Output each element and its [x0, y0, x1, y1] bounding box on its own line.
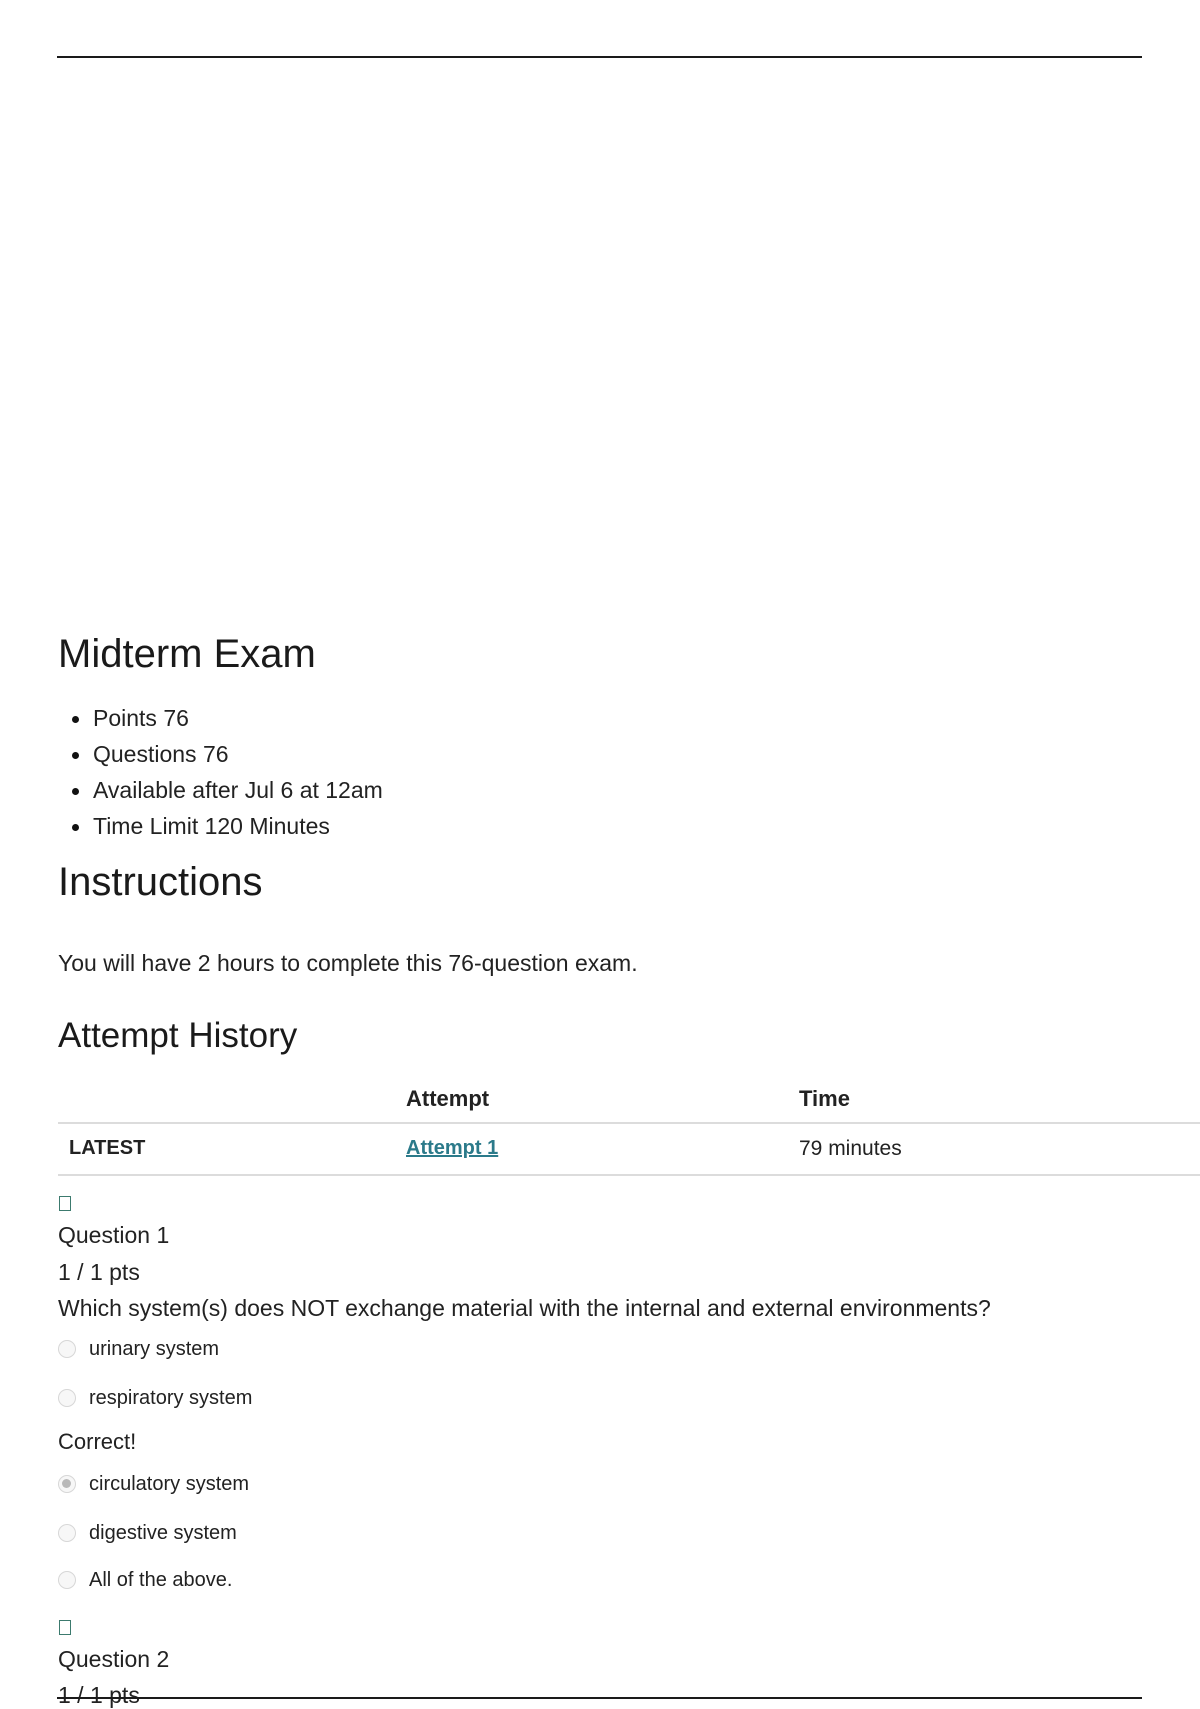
radio-button[interactable] [58, 1389, 76, 1407]
answer-option[interactable] [58, 1386, 252, 1410]
attempt-time: 79 minutes [799, 1137, 902, 1160]
column-header-time: Time [799, 1086, 850, 1111]
answer-option-selected[interactable] [58, 1472, 249, 1496]
top-rule [57, 56, 1142, 58]
latest-label: LATEST [69, 1137, 146, 1159]
answer-option[interactable] [58, 1337, 219, 1361]
correct-answer-label: Correct! [58, 1429, 137, 1454]
question-1-title: Question 1 [58, 1222, 170, 1248]
question-flag-icon[interactable] [59, 1196, 71, 1211]
answer-option-label: circulatory system [89, 1472, 250, 1495]
radio-button[interactable] [58, 1524, 76, 1542]
question-2-points: 1 / 1 pts [58, 1682, 140, 1708]
answer-option[interactable] [58, 1568, 232, 1592]
attempt-link[interactable]: Attempt 1 [406, 1137, 499, 1159]
detail-time-limit: Time Limit 120 Minutes [58, 808, 383, 844]
answer-option-label: urinary system [89, 1337, 220, 1360]
table-row [58, 1124, 1200, 1176]
bottom-rule [57, 1697, 1142, 1699]
question-1-points: 1 / 1 pts [58, 1259, 140, 1285]
radio-button-checked[interactable] [58, 1475, 76, 1493]
answer-option-label: respiratory system [89, 1386, 253, 1409]
attempt-history-heading: Attempt History [58, 1016, 298, 1055]
exam-details-list [58, 700, 383, 844]
column-header-attempt: Attempt [406, 1086, 490, 1111]
answer-option-label: All of the above. [89, 1568, 233, 1591]
question-2-title: Question 2 [58, 1646, 170, 1672]
answer-option-label: digestive system [89, 1521, 237, 1544]
question-1-text: Which system(s) does NOT exchange material with the internal and external environments? [58, 1295, 991, 1321]
table-header [58, 1078, 1200, 1124]
instructions-heading: Instructions [58, 860, 263, 904]
exam-heading: Midterm Exam [58, 632, 316, 676]
instructions-text: You will have 2 hours to complete this 76-question exam. [58, 950, 638, 976]
detail-available: Available after Jul 6 at 12am [58, 772, 383, 808]
radio-button[interactable] [58, 1340, 76, 1358]
answer-option[interactable] [58, 1521, 237, 1545]
detail-points: Points 76 [58, 700, 383, 736]
radio-button[interactable] [58, 1571, 76, 1589]
detail-questions: Questions 76 [58, 736, 383, 772]
attempt-history-table [58, 1078, 1200, 1176]
question-flag-icon[interactable] [59, 1620, 71, 1635]
